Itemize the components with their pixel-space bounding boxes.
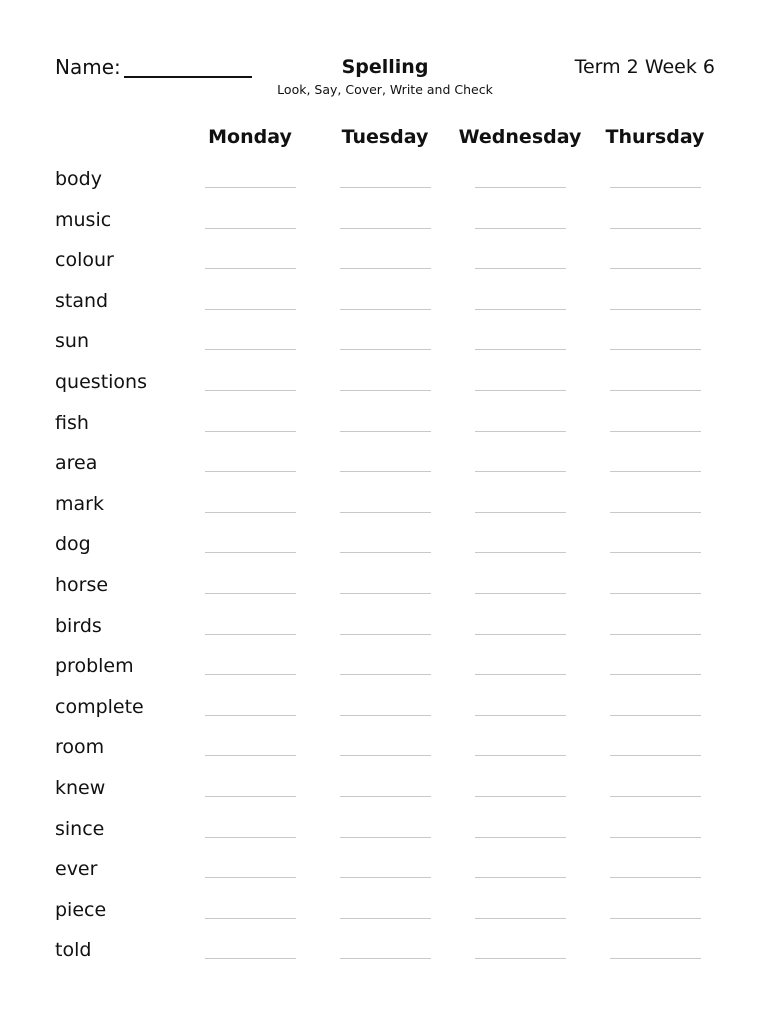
write-line-wednesday[interactable] xyxy=(475,715,566,716)
spelling-word: dog xyxy=(55,533,91,556)
word-row xyxy=(0,289,770,329)
write-line-tuesday[interactable] xyxy=(340,918,431,919)
write-line-monday[interactable] xyxy=(205,228,296,229)
day-header-thursday: Thursday xyxy=(605,126,705,148)
spelling-word: horse xyxy=(55,574,109,596)
day-header-wednesday: Wednesday xyxy=(458,126,582,148)
word-row xyxy=(0,370,770,410)
write-line-thursday[interactable] xyxy=(610,471,701,472)
spelling-word: knew xyxy=(55,777,106,799)
write-line-wednesday[interactable] xyxy=(475,837,566,838)
write-line-monday[interactable] xyxy=(205,268,296,269)
name-label: Name: xyxy=(55,55,121,79)
spelling-word: questions xyxy=(55,371,147,393)
write-line-tuesday[interactable] xyxy=(340,552,431,553)
write-line-tuesday[interactable] xyxy=(340,228,431,229)
write-line-thursday[interactable] xyxy=(610,755,701,756)
write-line-thursday[interactable] xyxy=(610,431,701,432)
write-line-monday[interactable] xyxy=(205,431,296,432)
spelling-word: area xyxy=(55,452,98,475)
write-line-monday[interactable] xyxy=(205,471,296,472)
write-line-wednesday[interactable] xyxy=(475,918,566,919)
write-line-thursday[interactable] xyxy=(610,390,701,391)
write-line-monday[interactable] xyxy=(205,674,296,675)
spelling-word: complete xyxy=(55,695,144,718)
word-row xyxy=(0,654,770,694)
term-week-label: Term 2 Week 6 xyxy=(574,56,715,78)
write-line-tuesday[interactable] xyxy=(340,674,431,675)
write-line-monday[interactable] xyxy=(205,634,296,635)
spelling-word: ever xyxy=(55,858,98,881)
write-line-monday[interactable] xyxy=(205,349,296,350)
spelling-word: told xyxy=(55,939,92,962)
write-line-tuesday[interactable] xyxy=(340,512,431,513)
word-row xyxy=(0,735,770,775)
write-line-monday[interactable] xyxy=(205,390,296,391)
word-row xyxy=(0,695,770,735)
spelling-word: birds xyxy=(55,614,102,637)
write-line-wednesday[interactable] xyxy=(475,187,566,188)
word-row xyxy=(0,167,770,207)
write-line-thursday[interactable] xyxy=(610,512,701,513)
word-row xyxy=(0,532,770,572)
word-row xyxy=(0,573,770,613)
write-line-monday[interactable] xyxy=(205,837,296,838)
spelling-word: fish xyxy=(55,411,89,434)
write-line-wednesday[interactable] xyxy=(475,552,566,553)
write-line-monday[interactable] xyxy=(205,755,296,756)
write-line-thursday[interactable] xyxy=(610,796,701,797)
day-header-monday: Monday xyxy=(208,126,292,148)
write-line-monday[interactable] xyxy=(205,512,296,513)
word-row xyxy=(0,248,770,288)
write-line-monday[interactable] xyxy=(205,877,296,878)
write-line-wednesday[interactable] xyxy=(475,796,566,797)
write-line-tuesday[interactable] xyxy=(340,431,431,432)
write-line-thursday[interactable] xyxy=(610,958,701,959)
word-row xyxy=(0,898,770,938)
write-line-wednesday[interactable] xyxy=(475,755,566,756)
word-row xyxy=(0,614,770,654)
write-line-wednesday[interactable] xyxy=(475,390,566,391)
word-row xyxy=(0,329,770,369)
write-line-wednesday[interactable] xyxy=(475,877,566,878)
write-line-tuesday[interactable] xyxy=(340,390,431,391)
spelling-word: music xyxy=(55,208,112,231)
write-line-tuesday[interactable] xyxy=(340,268,431,269)
word-row xyxy=(0,492,770,532)
spelling-word: room xyxy=(55,736,105,759)
write-line-wednesday[interactable] xyxy=(475,268,566,269)
write-line-wednesday[interactable] xyxy=(475,228,566,229)
write-line-tuesday[interactable] xyxy=(340,958,431,959)
write-line-thursday[interactable] xyxy=(610,837,701,838)
word-row xyxy=(0,451,770,491)
spelling-word: body xyxy=(55,168,102,190)
write-line-wednesday[interactable] xyxy=(475,431,566,432)
word-row xyxy=(0,817,770,857)
write-line-monday[interactable] xyxy=(205,958,296,959)
write-line-monday[interactable] xyxy=(205,552,296,553)
page-subtitle: Look, Say, Cover, Write and Check xyxy=(277,82,493,97)
write-line-wednesday[interactable] xyxy=(475,958,566,959)
write-line-tuesday[interactable] xyxy=(340,349,431,350)
write-line-tuesday[interactable] xyxy=(340,877,431,878)
write-line-monday[interactable] xyxy=(205,309,296,310)
write-line-monday[interactable] xyxy=(205,796,296,797)
write-line-thursday[interactable] xyxy=(610,309,701,310)
write-line-tuesday[interactable] xyxy=(340,796,431,797)
write-line-tuesday[interactable] xyxy=(340,471,431,472)
spelling-word: problem xyxy=(55,655,134,678)
write-line-tuesday[interactable] xyxy=(340,755,431,756)
word-row xyxy=(0,857,770,897)
spelling-word: mark xyxy=(55,492,104,515)
word-row xyxy=(0,938,770,978)
spelling-word: stand xyxy=(55,289,109,312)
write-line-thursday[interactable] xyxy=(610,228,701,229)
write-line-thursday[interactable] xyxy=(610,268,701,269)
spelling-word: sun xyxy=(55,330,89,353)
spelling-word: colour xyxy=(55,249,114,272)
write-line-thursday[interactable] xyxy=(610,349,701,350)
write-line-thursday[interactable] xyxy=(610,634,701,635)
write-line-wednesday[interactable] xyxy=(475,512,566,513)
write-line-thursday[interactable] xyxy=(610,918,701,919)
write-line-thursday[interactable] xyxy=(610,877,701,878)
write-line-tuesday[interactable] xyxy=(340,309,431,310)
write-line-monday[interactable] xyxy=(205,918,296,919)
write-line-tuesday[interactable] xyxy=(340,593,431,594)
write-line-thursday[interactable] xyxy=(610,715,701,716)
write-line-wednesday[interactable] xyxy=(475,674,566,675)
write-line-wednesday[interactable] xyxy=(475,634,566,635)
write-line-tuesday[interactable] xyxy=(340,837,431,838)
write-line-thursday[interactable] xyxy=(610,187,701,188)
write-line-tuesday[interactable] xyxy=(340,187,431,188)
word-row xyxy=(0,411,770,451)
day-header-tuesday: Tuesday xyxy=(341,126,429,148)
write-line-wednesday[interactable] xyxy=(475,349,566,350)
write-line-wednesday[interactable] xyxy=(475,309,566,310)
write-line-monday[interactable] xyxy=(205,187,296,188)
write-line-wednesday[interactable] xyxy=(475,593,566,594)
write-line-thursday[interactable] xyxy=(610,593,701,594)
word-row xyxy=(0,208,770,248)
spelling-word: piece xyxy=(55,898,107,921)
write-line-thursday[interactable] xyxy=(610,552,701,553)
write-line-monday[interactable] xyxy=(205,715,296,716)
write-line-thursday[interactable] xyxy=(610,674,701,675)
page-title: Spelling xyxy=(341,56,429,78)
word-row xyxy=(0,776,770,816)
write-line-tuesday[interactable] xyxy=(340,634,431,635)
spelling-word: since xyxy=(55,817,105,840)
write-line-monday[interactable] xyxy=(205,593,296,594)
write-line-wednesday[interactable] xyxy=(475,471,566,472)
write-line-tuesday[interactable] xyxy=(340,715,431,716)
